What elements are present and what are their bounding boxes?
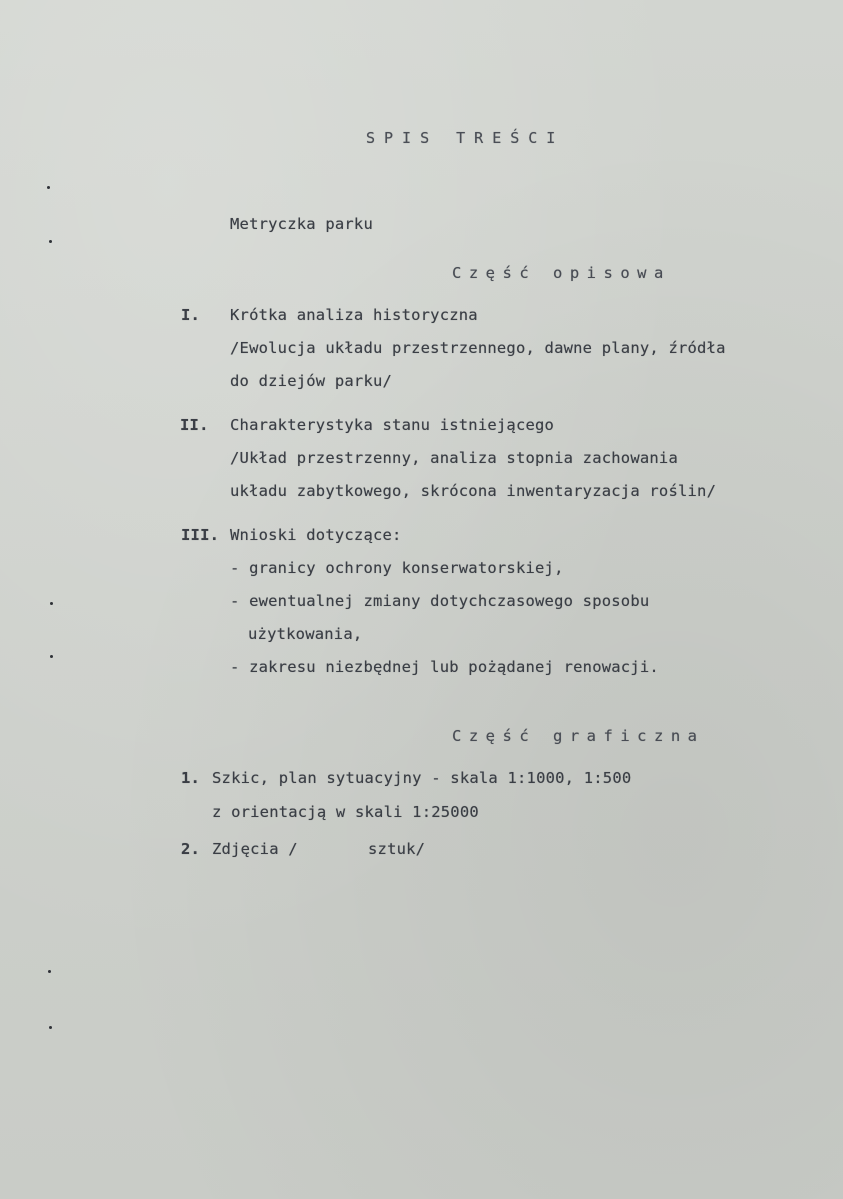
item-number: II. (180, 416, 209, 434)
item-description: układu zabytkowego, skrócona inwentaryzacja roślin/ (230, 482, 717, 500)
list-item: - granicy ochrony konserwatorskiej, (230, 559, 564, 577)
item-title: sztuk/ (368, 840, 426, 858)
item-number: I. (181, 306, 201, 324)
margin-dot (50, 602, 53, 605)
item-title: Zdjęcia / (212, 840, 298, 858)
page-title: SPIS TREŚCI (366, 129, 565, 147)
section-heading-graficzna: Część graficzna (452, 727, 705, 745)
metryczka-entry: Metryczka parku (230, 215, 373, 233)
margin-dot (48, 970, 51, 973)
margin-dot (49, 240, 52, 243)
margin-dot (50, 655, 53, 658)
section-heading-opisowa: Część opisowa (452, 264, 671, 282)
item-title: Szkic, plan sytuacyjny - skala 1:1000, 1:500 (212, 769, 632, 787)
item-number: III. (181, 526, 220, 544)
item-description: /Ewolucja układu przestrzennego, dawne plany, źródła (230, 339, 726, 357)
item-title: Charakterystyka stanu istniejącego (230, 416, 555, 434)
margin-dot (47, 186, 50, 189)
list-item: użytkowania, (248, 625, 363, 643)
margin-dot (49, 1026, 52, 1029)
item-number: 1. (181, 769, 201, 787)
list-item: - ewentualnej zmiany dotychczasowego sposobu (230, 592, 650, 610)
item-description: do dziejów parku/ (230, 372, 393, 390)
item-title: Krótka analiza historyczna (230, 306, 478, 324)
item-description: z orientacją w skali 1:25000 (212, 803, 479, 821)
item-title: Wnioski dotyczące: (230, 526, 402, 544)
item-description: /Układ przestrzenny, analiza stopnia zachowania (230, 449, 678, 467)
list-item: - zakresu niezbędnej lub pożądanej renowacji. (230, 658, 659, 676)
item-number: 2. (181, 840, 201, 858)
